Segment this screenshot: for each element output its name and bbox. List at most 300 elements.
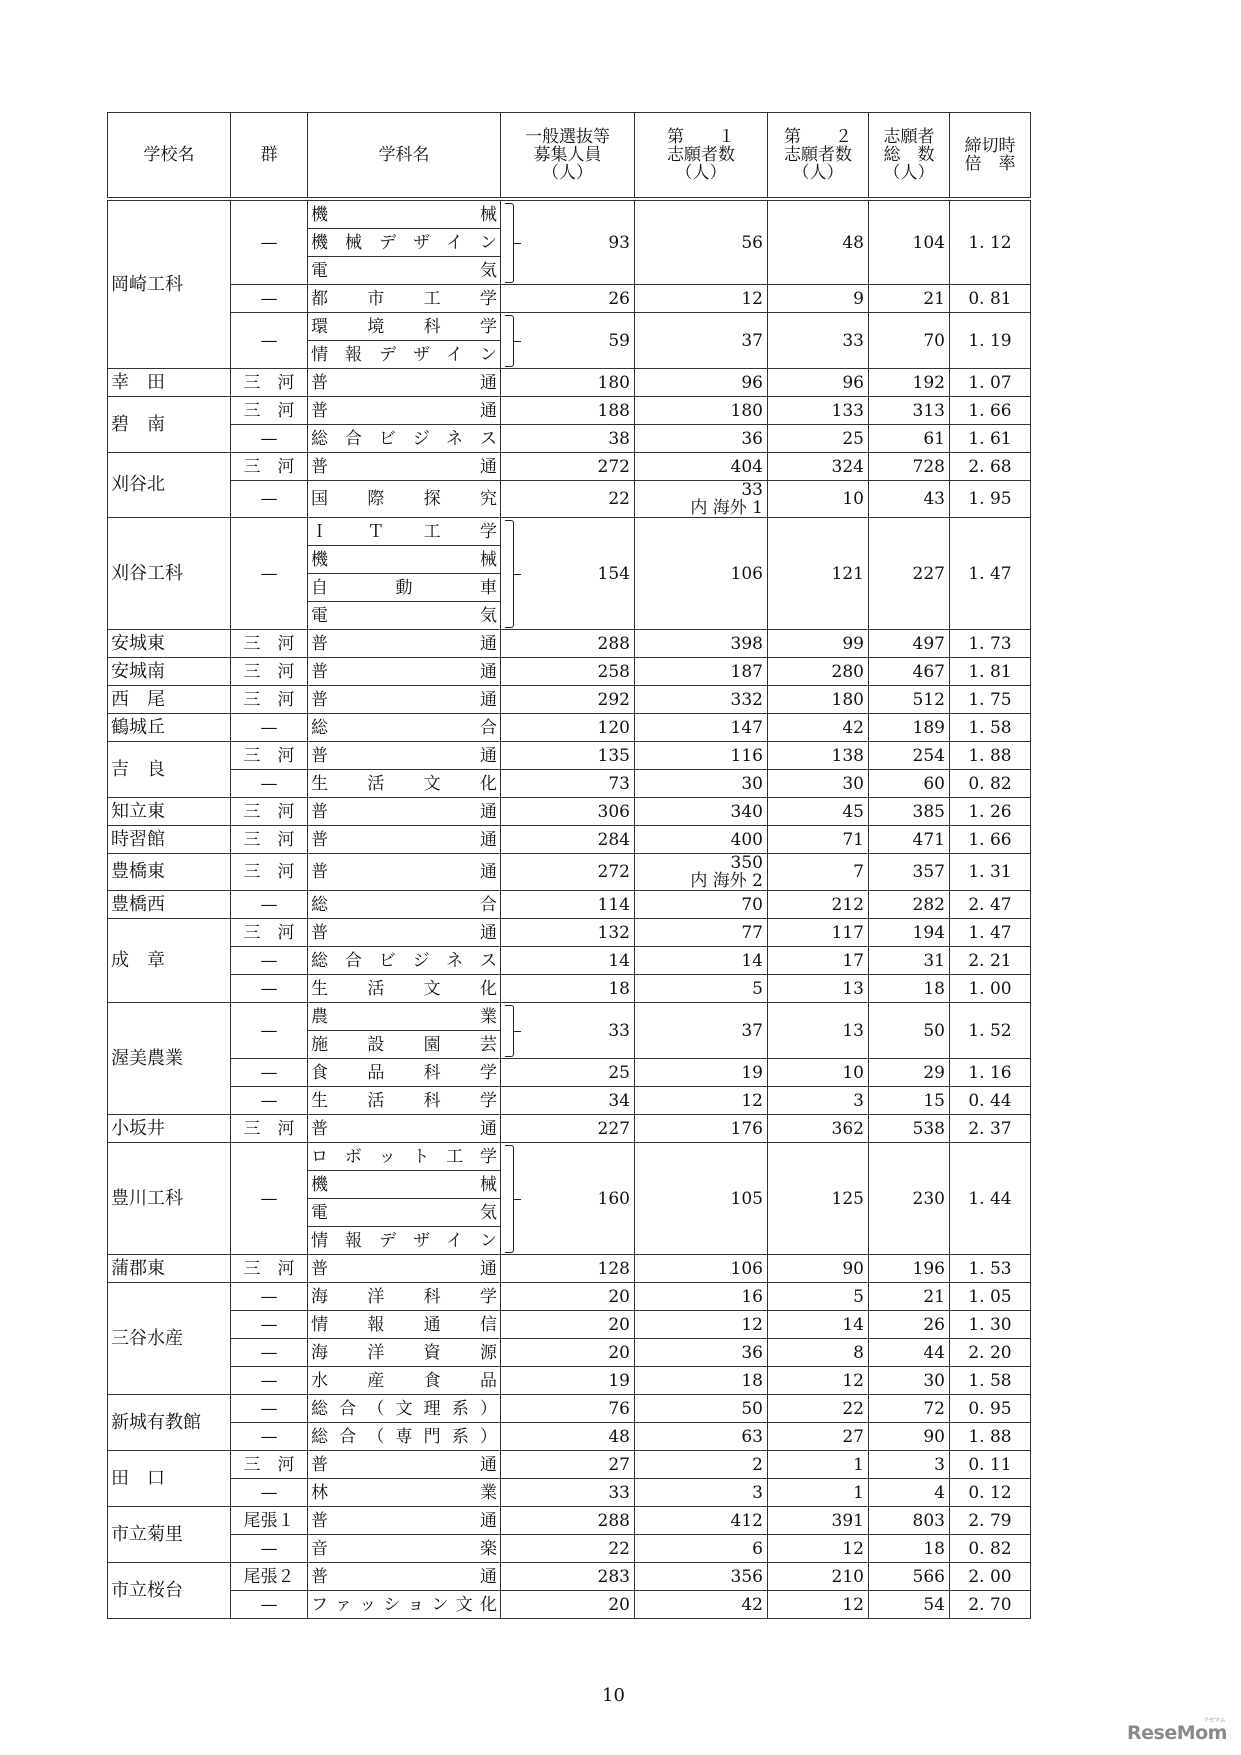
total-cell: 70 (869, 313, 950, 369)
second-choice-cell: 8 (768, 1339, 869, 1367)
rate-cell: 1. 47 (950, 919, 1031, 947)
capacity-cell: 93 (501, 199, 635, 285)
total-cell: 189 (869, 714, 950, 742)
table-row (108, 397, 1031, 425)
grouping-brace-icon (505, 1005, 514, 1057)
department-cell (308, 1115, 501, 1143)
first-choice-cell: 42 (635, 1591, 768, 1619)
first-choice-cell: 19 (635, 1059, 768, 1087)
department-cell (308, 891, 501, 919)
department-cell (308, 1535, 501, 1563)
rate-cell: 0. 82 (950, 770, 1031, 798)
rate-cell: 2. 79 (950, 1507, 1031, 1535)
first-choice-cell: 147 (635, 714, 768, 742)
department-cell (308, 1395, 501, 1423)
table-row (108, 630, 1031, 658)
table-row (108, 285, 1031, 313)
applicant-ratio-table (107, 112, 1031, 1619)
school-name: 蒲郡東 (108, 1255, 231, 1283)
capacity-cell: 33 (501, 1479, 635, 1507)
group-cell: — (231, 1591, 308, 1619)
header-capacity: 一般選抜等 募集人員 （人） (501, 113, 635, 200)
rate-cell: 1. 19 (950, 313, 1031, 369)
department-cell (308, 1507, 501, 1535)
department-cell (308, 630, 501, 658)
department-cell (308, 574, 501, 602)
department-label: 総合ビジネス (311, 950, 497, 971)
first-choice-cell: 187 (635, 658, 768, 686)
total-cell: 728 (869, 453, 950, 481)
capacity-cell: 20 (501, 1339, 635, 1367)
capacity-cell: 288 (501, 1507, 635, 1535)
second-choice-cell: 210 (768, 1563, 869, 1591)
first-choice-cell: 77 (635, 919, 768, 947)
department-cell (308, 826, 501, 854)
rate-cell: 1. 73 (950, 630, 1031, 658)
total-cell: 497 (869, 630, 950, 658)
header-first-choice: 第 １ 志願者数 （人） (635, 113, 768, 200)
second-choice-cell: 96 (768, 369, 869, 397)
department-cell (308, 518, 501, 546)
total-cell: 192 (869, 369, 950, 397)
rate-cell: 1. 95 (950, 481, 1031, 518)
total-cell: 44 (869, 1339, 950, 1367)
second-choice-cell: 30 (768, 770, 869, 798)
second-choice-cell: 12 (768, 1535, 869, 1563)
capacity-cell: 132 (501, 919, 635, 947)
first-choice-cell: 404 (635, 453, 768, 481)
department-cell (308, 770, 501, 798)
first-choice-cell: 30 (635, 770, 768, 798)
department-cell (308, 285, 501, 313)
department-label: 普 通 (311, 633, 497, 654)
second-choice-cell: 362 (768, 1115, 869, 1143)
school-name: 吉 良 (108, 742, 231, 798)
table-row (108, 1423, 1031, 1451)
group-cell: 三 河 (231, 686, 308, 714)
table-row (108, 1143, 1031, 1171)
capacity-cell: 180 (501, 369, 635, 397)
total-cell: 471 (869, 826, 950, 854)
department-label: 総合（文理系） (311, 1398, 497, 1419)
capacity-cell: 272 (501, 453, 635, 481)
department-label: 普 通 (311, 1566, 497, 1587)
school-name: 刈谷工科 (108, 518, 231, 630)
capacity-cell: 14 (501, 947, 635, 975)
total-cell: 104 (869, 199, 950, 285)
group-cell: 三 河 (231, 1451, 308, 1479)
capacity-cell: 20 (501, 1283, 635, 1311)
capacity-cell: 154 (501, 518, 635, 630)
first-choice-cell: 6 (635, 1535, 768, 1563)
table-row (108, 1059, 1031, 1087)
rate-cell: 1. 58 (950, 714, 1031, 742)
second-choice-cell: 212 (768, 891, 869, 919)
total-cell: 43 (869, 481, 950, 518)
grouping-brace-icon (505, 315, 514, 367)
department-label: 電 気 (311, 260, 497, 281)
department-label: 総合（専門系） (311, 1426, 497, 1447)
department-label: 普 通 (311, 829, 497, 850)
second-choice-cell: 13 (768, 975, 869, 1003)
second-choice-cell: 133 (768, 397, 869, 425)
department-cell (308, 714, 501, 742)
table-row (108, 1507, 1031, 1535)
department-cell (308, 546, 501, 574)
department-cell (308, 425, 501, 453)
department-label: 総合ビジネス (311, 428, 497, 449)
total-cell: 60 (869, 770, 950, 798)
department-label: ＩＴ工学 (311, 521, 497, 542)
total-cell: 18 (869, 1535, 950, 1563)
department-label: 施設園芸 (311, 1034, 497, 1055)
department-cell (308, 257, 501, 285)
department-cell (308, 1143, 501, 1171)
rate-cell: 1. 05 (950, 1283, 1031, 1311)
group-cell: 三 河 (231, 658, 308, 686)
table-row (108, 1087, 1031, 1115)
group-cell: — (231, 1283, 308, 1311)
first-choice-cell: 105 (635, 1143, 768, 1255)
overseas-note: 内 海外 1 (690, 498, 763, 518)
group-cell: — (231, 1003, 308, 1059)
table-row (108, 425, 1031, 453)
group-cell: — (231, 518, 308, 630)
department-cell (308, 658, 501, 686)
rate-cell: 1. 58 (950, 1367, 1031, 1395)
department-label: 情報通信 (311, 1314, 497, 1335)
department-label: 水産食品 (311, 1370, 497, 1391)
group-cell: — (231, 1423, 308, 1451)
rate-cell: 2. 37 (950, 1115, 1031, 1143)
school-name: 市立菊里 (108, 1507, 231, 1563)
first-choice-cell: 37 (635, 1003, 768, 1059)
department-label: 生活文化 (311, 773, 497, 794)
school-name: 碧 南 (108, 397, 231, 453)
resemom-logo: ReseMom リセマム (1127, 1717, 1227, 1744)
group-cell: — (231, 1535, 308, 1563)
department-cell (308, 1255, 501, 1283)
school-name: 渥美農業 (108, 1003, 231, 1115)
department-label: 機 械 (311, 204, 497, 225)
rate-cell: 1. 53 (950, 1255, 1031, 1283)
first-choice-cell: 18 (635, 1367, 768, 1395)
total-cell: 512 (869, 686, 950, 714)
total-cell: 29 (869, 1059, 950, 1087)
school-name: 安城東 (108, 630, 231, 658)
group-cell: — (231, 481, 308, 518)
header-total: 志願者 総 数 （人） (869, 113, 950, 200)
capacity-cell: 258 (501, 658, 635, 686)
department-cell (308, 1227, 501, 1255)
second-choice-cell: 1 (768, 1451, 869, 1479)
department-label: 普 通 (311, 400, 497, 421)
rate-cell: 1. 26 (950, 798, 1031, 826)
group-cell: — (231, 1087, 308, 1115)
total-cell: 90 (869, 1423, 950, 1451)
rate-cell: 1. 47 (950, 518, 1031, 630)
capacity-cell: 306 (501, 798, 635, 826)
capacity-cell: 120 (501, 714, 635, 742)
total-cell: 54 (869, 1591, 950, 1619)
group-cell: — (231, 947, 308, 975)
department-cell (308, 1087, 501, 1115)
department-cell (308, 1171, 501, 1199)
department-label: 普 通 (311, 689, 497, 710)
school-name: 安城南 (108, 658, 231, 686)
rate-cell: 1. 00 (950, 975, 1031, 1003)
first-choice-cell: 332 (635, 686, 768, 714)
group-cell: — (231, 714, 308, 742)
rate-cell: 1. 31 (950, 854, 1031, 891)
department-cell: 普 通 (308, 854, 501, 891)
first-choice-cell: 37 (635, 313, 768, 369)
rate-cell: 1. 66 (950, 826, 1031, 854)
rate-cell: 2. 00 (950, 1563, 1031, 1591)
department-cell (308, 341, 501, 369)
second-choice-cell: 14 (768, 1311, 869, 1339)
rate-cell: 1. 88 (950, 1423, 1031, 1451)
rate-cell: 1. 44 (950, 1143, 1031, 1255)
first-choice-cell: 50 (635, 1395, 768, 1423)
group-cell: — (231, 425, 308, 453)
table-row (108, 742, 1031, 770)
first-choice-cell: 36 (635, 425, 768, 453)
group-cell: — (231, 1059, 308, 1087)
department-label: 情報デザイン (311, 1230, 497, 1251)
school-name: 幸 田 (108, 369, 231, 397)
second-choice-cell: 125 (768, 1143, 869, 1255)
capacity-cell: 73 (501, 770, 635, 798)
total-cell: 21 (869, 285, 950, 313)
header-second-choice: 第 ２ 志願者数 （人） (768, 113, 869, 200)
table-row (108, 1563, 1031, 1591)
second-choice-cell: 22 (768, 1395, 869, 1423)
department-cell (308, 947, 501, 975)
rate-cell: 2. 20 (950, 1339, 1031, 1367)
rate-cell: 1. 52 (950, 1003, 1031, 1059)
table-row (108, 714, 1031, 742)
table-row (108, 658, 1031, 686)
first-choice-cell: 5 (635, 975, 768, 1003)
school-name: 新城有教館 (108, 1395, 231, 1451)
rate-cell: 0. 81 (950, 285, 1031, 313)
capacity-cell: 160 (501, 1143, 635, 1255)
first-choice-cell: 56 (635, 199, 768, 285)
table-row (108, 686, 1031, 714)
first-choice-cell: 106 (635, 518, 768, 630)
total-cell: 21 (869, 1283, 950, 1311)
department-cell (308, 1199, 501, 1227)
school-name: 成 章 (108, 919, 231, 1003)
grouping-brace-icon (505, 520, 514, 628)
school-name: 豊橋東 (108, 854, 231, 891)
department-cell (308, 199, 501, 229)
table-body (108, 199, 1031, 1619)
header-school: 学校名 (108, 113, 231, 200)
group-cell: 尾張２ (231, 1563, 308, 1591)
first-choice-cell: 12 (635, 285, 768, 313)
group-cell: 三 河 (231, 742, 308, 770)
group-cell: 三 河 (231, 1255, 308, 1283)
table-row (108, 770, 1031, 798)
second-choice-cell: 7 (768, 854, 869, 891)
first-choice-cell: 412 (635, 1507, 768, 1535)
group-cell: — (231, 1479, 308, 1507)
department-label: 機 械 (311, 549, 497, 570)
group-cell: 三 河 (231, 854, 308, 891)
rate-cell: 1. 61 (950, 425, 1031, 453)
total-cell: 18 (869, 975, 950, 1003)
group-cell: — (231, 891, 308, 919)
school-name: 豊橋西 (108, 891, 231, 919)
second-choice-cell: 5 (768, 1283, 869, 1311)
capacity-cell: 284 (501, 826, 635, 854)
department-cell (308, 229, 501, 257)
table-row (108, 891, 1031, 919)
group-cell: — (231, 313, 308, 369)
first-choice-cell: 356 (635, 1563, 768, 1591)
header-group: 群 (231, 113, 308, 200)
first-choice-cell: 96 (635, 369, 768, 397)
first-choice-cell: 350 内 海外 2 (635, 854, 768, 891)
group-cell: 三 河 (231, 1115, 308, 1143)
capacity-cell: 48 (501, 1423, 635, 1451)
first-choice-cell: 3 (635, 1479, 768, 1507)
table-row (108, 1367, 1031, 1395)
total-cell: 566 (869, 1563, 950, 1591)
first-choice-cell: 33 内 海外 1 (635, 481, 768, 518)
second-choice-cell: 25 (768, 425, 869, 453)
capacity-cell: 114 (501, 891, 635, 919)
rate-cell: 0. 12 (950, 1479, 1031, 1507)
capacity-cell: 27 (501, 1451, 635, 1479)
capacity-cell: 59 (501, 313, 635, 369)
rate-cell: 2. 47 (950, 891, 1031, 919)
table-row (108, 1283, 1031, 1311)
total-cell: 254 (869, 742, 950, 770)
school-name: 豊川工科 (108, 1143, 231, 1255)
capacity-cell: 128 (501, 1255, 635, 1283)
total-cell: 467 (869, 658, 950, 686)
department-label: 海洋資源 (311, 1342, 497, 1363)
school-name: 時習館 (108, 826, 231, 854)
second-choice-cell: 117 (768, 919, 869, 947)
rate-cell: 0. 44 (950, 1087, 1031, 1115)
group-cell: — (231, 770, 308, 798)
capacity-cell: 227 (501, 1115, 635, 1143)
rate-cell: 2. 68 (950, 453, 1031, 481)
department-cell (308, 1003, 501, 1031)
total-cell: 385 (869, 798, 950, 826)
second-choice-cell: 13 (768, 1003, 869, 1059)
table-row (108, 453, 1031, 481)
total-cell: 196 (869, 1255, 950, 1283)
second-choice-cell: 10 (768, 1059, 869, 1087)
second-choice-cell: 12 (768, 1591, 869, 1619)
first-choice-cell: 36 (635, 1339, 768, 1367)
department-label: 普 通 (311, 1454, 497, 1475)
group-cell: 尾張１ (231, 1507, 308, 1535)
department-cell (308, 1451, 501, 1479)
total-cell: 30 (869, 1367, 950, 1395)
second-choice-cell: 10 (768, 481, 869, 518)
group-cell: 三 河 (231, 453, 308, 481)
capacity-cell: 188 (501, 397, 635, 425)
department-label: 普 通 (311, 661, 497, 682)
school-name: 岡崎工科 (108, 199, 231, 369)
group-cell: 三 河 (231, 630, 308, 658)
department-cell (308, 1339, 501, 1367)
school-name: 市立桜台 (108, 1563, 231, 1619)
first-choice-cell: 2 (635, 1451, 768, 1479)
first-choice-cell: 400 (635, 826, 768, 854)
second-choice-cell: 48 (768, 199, 869, 285)
total-cell: 282 (869, 891, 950, 919)
capacity-cell: 33 (501, 1003, 635, 1059)
capacity-cell: 135 (501, 742, 635, 770)
department-cell (308, 453, 501, 481)
department-label: 機械デザイン (311, 232, 497, 253)
rate-cell: 1. 07 (950, 369, 1031, 397)
second-choice-cell: 45 (768, 798, 869, 826)
total-cell: 4 (869, 1479, 950, 1507)
rate-cell: 0. 11 (950, 1451, 1031, 1479)
department-label: 食品科学 (311, 1062, 497, 1083)
department-label: 普 通 (311, 1118, 497, 1139)
group-cell: — (231, 1311, 308, 1339)
group-cell: — (231, 1339, 308, 1367)
total-cell: 50 (869, 1003, 950, 1059)
department-label: 普 通 (311, 1510, 497, 1531)
department-cell (308, 1563, 501, 1591)
total-cell: 313 (869, 397, 950, 425)
second-choice-cell: 71 (768, 826, 869, 854)
rate-cell: 1. 81 (950, 658, 1031, 686)
total-cell: 26 (869, 1311, 950, 1339)
school-name: 刈谷北 (108, 453, 231, 518)
rate-cell: 1. 88 (950, 742, 1031, 770)
second-choice-cell: 280 (768, 658, 869, 686)
capacity-cell: 18 (501, 975, 635, 1003)
capacity-cell: 19 (501, 1367, 635, 1395)
department-cell (308, 1059, 501, 1087)
total-cell: 3 (869, 1451, 950, 1479)
rate-cell: 1. 16 (950, 1059, 1031, 1087)
table-row (108, 1255, 1031, 1283)
capacity-cell: 26 (501, 285, 635, 313)
table-row (108, 1591, 1031, 1619)
group-cell: 三 河 (231, 369, 308, 397)
capacity-cell: 34 (501, 1087, 635, 1115)
department-cell (308, 369, 501, 397)
group-cell: — (231, 1143, 308, 1255)
rate-cell: 2. 70 (950, 1591, 1031, 1619)
second-choice-cell: 324 (768, 453, 869, 481)
table-row (108, 947, 1031, 975)
department-cell (308, 1367, 501, 1395)
group-cell: 三 河 (231, 798, 308, 826)
table-row (108, 313, 1031, 341)
group-cell: — (231, 199, 308, 285)
capacity-cell: 22 (501, 1535, 635, 1563)
department-label: 普 通 (311, 456, 497, 477)
department-label: 電 気 (311, 605, 497, 626)
department-label: 総 合 (311, 894, 497, 915)
second-choice-cell: 1 (768, 1479, 869, 1507)
table-row (108, 1115, 1031, 1143)
group-cell: — (231, 1395, 308, 1423)
